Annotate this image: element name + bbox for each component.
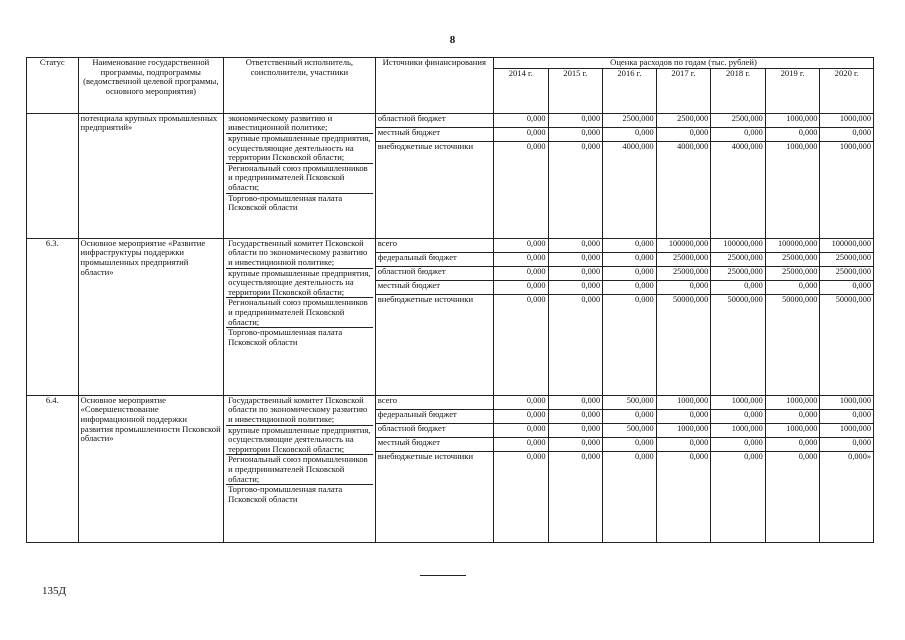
amount-cell: 0,000 [765,127,820,141]
executor-entry: Торгово-промышленная палата Псковской области [228,484,343,504]
header-name: Наименование государственной программы, подпрограммы (ведомственной целевой программы, основного мероприятия) [78,58,224,114]
amount-cell: 0,000 [656,451,711,542]
executor-entry: крупные промышленные предприятия, осуществляющие деятельность на территории Псковской области; [226,269,373,299]
amount-cell: 0,000 [548,451,603,542]
amount-cell: 0,000» [820,451,874,542]
amount-cell: 0,000 [820,437,874,451]
amount-cell: 2500,000 [603,113,657,127]
amount-cell: 0,000 [765,451,820,542]
amount-cell: 1000,000 [820,141,874,238]
amount-cell: 0,000 [603,238,657,252]
amount-cell: 0,000 [548,252,603,266]
amount-cell: 100000,000 [765,238,820,252]
amount-cell: 0,000 [548,294,603,395]
amount-cell: 0,000 [493,127,548,141]
funding-source-cell: всего [375,238,493,252]
amount-cell: 0,000 [711,451,766,542]
amount-cell: 25000,000 [656,252,711,266]
amount-cell: 0,000 [493,266,548,280]
amount-cell: 0,000 [820,409,874,423]
measure-name-cell: Основное мероприятие «Развитие инфраструктуры поддержки промышленных предприятий области» [78,238,224,395]
amount-cell: 0,000 [493,141,548,238]
funding-source-cell: областной бюджет [375,423,493,437]
measure-name-cell: Основное мероприятие «Совершенствование информационной поддержки развития промышленности Псковской области» [78,395,224,542]
amount-cell: 0,000 [656,437,711,451]
amount-cell: 0,000 [765,409,820,423]
executor-entry: Торгово-промышленная палата Псковской области [228,327,343,347]
amount-cell: 0,000 [765,280,820,294]
amount-cell: 0,000 [493,280,548,294]
amount-cell: 0,000 [548,266,603,280]
header-year: 2019 г. [765,68,820,113]
amount-cell: 0,000 [656,280,711,294]
amount-cell: 25000,000 [820,266,874,280]
table-row [27,395,874,409]
amount-cell: 0,000 [603,451,657,542]
header-status: Статус [27,58,79,114]
funding-source-cell: федеральный бюджет [375,409,493,423]
amount-cell: 1000,000 [765,423,820,437]
executor-cell [224,113,376,238]
amount-cell: 25000,000 [656,266,711,280]
amount-cell: 500,000 [603,395,657,409]
table-row [27,238,874,252]
amount-cell: 0,000 [603,127,657,141]
funding-source-cell: всего [375,395,493,409]
executor-entry: экономическому развитию и инвестиционной политике; [226,114,373,134]
amount-cell: 4000,000 [603,141,657,238]
executor-entry: Региональный союз промышленников и предпринимателей Псковской области; [226,455,373,485]
funding-source-cell: местный бюджет [375,127,493,141]
amount-cell: 0,000 [603,294,657,395]
funding-source-cell: местный бюджет [375,280,493,294]
header-year: 2015 г. [548,68,603,113]
amount-cell: 0,000 [548,437,603,451]
amount-cell: 0,000 [493,252,548,266]
status-cell: 6.3. [27,238,79,395]
funding-source-cell: федеральный бюджет [375,252,493,266]
executor-entry: Региональный союз промышленников и предпринимателей Псковской области; [226,298,373,328]
amount-cell: 50000,000 [711,294,766,395]
amount-cell: 0,000 [493,113,548,127]
header-year: 2018 г. [711,68,766,113]
funding-source-cell: областной бюджет [375,113,493,127]
amount-cell: 100000,000 [711,238,766,252]
amount-cell: 50000,000 [820,294,874,395]
amount-cell: 0,000 [603,409,657,423]
amount-cell: 2500,000 [711,113,766,127]
amount-cell: 1000,000 [820,423,874,437]
amount-cell: 0,000 [548,409,603,423]
amount-cell: 25000,000 [711,252,766,266]
amount-cell: 25000,000 [765,266,820,280]
executor-list [226,396,373,505]
amount-cell: 0,000 [603,280,657,294]
amount-cell: 0,000 [548,395,603,409]
amount-cell: 0,000 [493,409,548,423]
amount-cell: 1000,000 [765,113,820,127]
amount-cell: 2500,000 [656,113,711,127]
executor-cell [224,395,376,542]
amount-cell: 1000,000 [820,395,874,409]
amount-cell: 0,000 [711,409,766,423]
amount-cell: 0,000 [820,127,874,141]
table-row [27,113,874,127]
executor-cell [224,238,376,395]
amount-cell: 50000,000 [765,294,820,395]
amount-cell: 1000,000 [711,395,766,409]
header-estimate: Оценка расходов по годам (тыс. рублей) [493,58,873,69]
measure-name-cell: потенциала крупных промышленных предприятий» [78,113,224,238]
amount-cell: 0,000 [820,280,874,294]
amount-cell: 500,000 [603,423,657,437]
funding-source-cell: внебюджетные источники [375,294,493,395]
header-executor: Ответственный исполнитель, соисполнители, участники [224,58,376,114]
amount-cell: 0,000 [711,127,766,141]
amount-cell: 0,000 [493,423,548,437]
amount-cell: 4000,000 [711,141,766,238]
amount-cell: 0,000 [548,141,603,238]
amount-cell: 0,000 [548,238,603,252]
amount-cell: 0,000 [493,437,548,451]
amount-cell: 100000,000 [820,238,874,252]
executor-entry: Региональный союз промышленников и предпринимателей Псковской области; [226,164,373,194]
status-cell [27,113,79,238]
status-cell: 6.4. [27,395,79,542]
header-row [27,58,874,69]
amount-cell: 4000,000 [656,141,711,238]
amount-cell: 0,000 [603,437,657,451]
amount-cell: 0,000 [493,294,548,395]
amount-cell: 0,000 [548,280,603,294]
amount-cell: 0,000 [493,395,548,409]
executor-entry: Торгово-промышленная палата Псковской области [228,192,343,213]
header-year: 2017 г. [656,68,711,113]
amount-cell: 0,000 [765,437,820,451]
header-sources: Источники финансирования [375,58,493,114]
executor-entry: Государственный комитет Псковской области по экономическому развитию и инвестиционной политике; [226,396,373,426]
amount-cell: 1000,000 [656,395,711,409]
executor-entry: крупные промышленные предприятия, осуществляющие деятельность на территории Псковской области; [226,134,373,164]
amount-cell: 0,000 [493,238,548,252]
amount-cell: 0,000 [548,113,603,127]
amount-cell: 0,000 [548,127,603,141]
amount-cell: 0,000 [711,437,766,451]
amount-cell: 25000,000 [765,252,820,266]
amount-cell: 100000,000 [656,238,711,252]
amount-cell: 0,000 [656,127,711,141]
funding-source-cell: внебюджетные источники [375,451,493,542]
table-body [27,113,874,542]
amount-cell: 25000,000 [711,266,766,280]
amount-cell: 0,000 [603,266,657,280]
executor-list [226,239,373,348]
amount-cell: 1000,000 [765,141,820,238]
amount-cell: 0,000 [493,451,548,542]
funding-source-cell: внебюджетные источники [375,141,493,238]
funding-source-cell: местный бюджет [375,437,493,451]
footer-rule [420,575,466,576]
amount-cell: 0,000 [548,423,603,437]
amount-cell: 25000,000 [820,252,874,266]
amount-cell: 1000,000 [765,395,820,409]
executor-entry: Государственный комитет Псковской области по экономическому развитию и инвестиционной политике; [226,239,373,269]
header-year: 2016 г. [603,68,657,113]
amount-cell: 1000,000 [711,423,766,437]
amount-cell: 0,000 [656,409,711,423]
header-year: 2020 г. [820,68,874,113]
amount-cell: 1000,000 [656,423,711,437]
page-number: 8 [449,34,456,46]
executor-entry: крупные промышленные предприятия, осуществляющие деятельность на территории Псковской области; [226,426,373,456]
header-year: 2014 г. [493,68,548,113]
executor-list [226,114,373,213]
document-id: 135Д [42,585,67,597]
amount-cell: 0,000 [603,252,657,266]
expenditure-table [26,57,874,543]
amount-cell: 0,000 [711,280,766,294]
amount-cell: 1000,000 [820,113,874,127]
amount-cell: 50000,000 [656,294,711,395]
funding-source-cell: областной бюджет [375,266,493,280]
